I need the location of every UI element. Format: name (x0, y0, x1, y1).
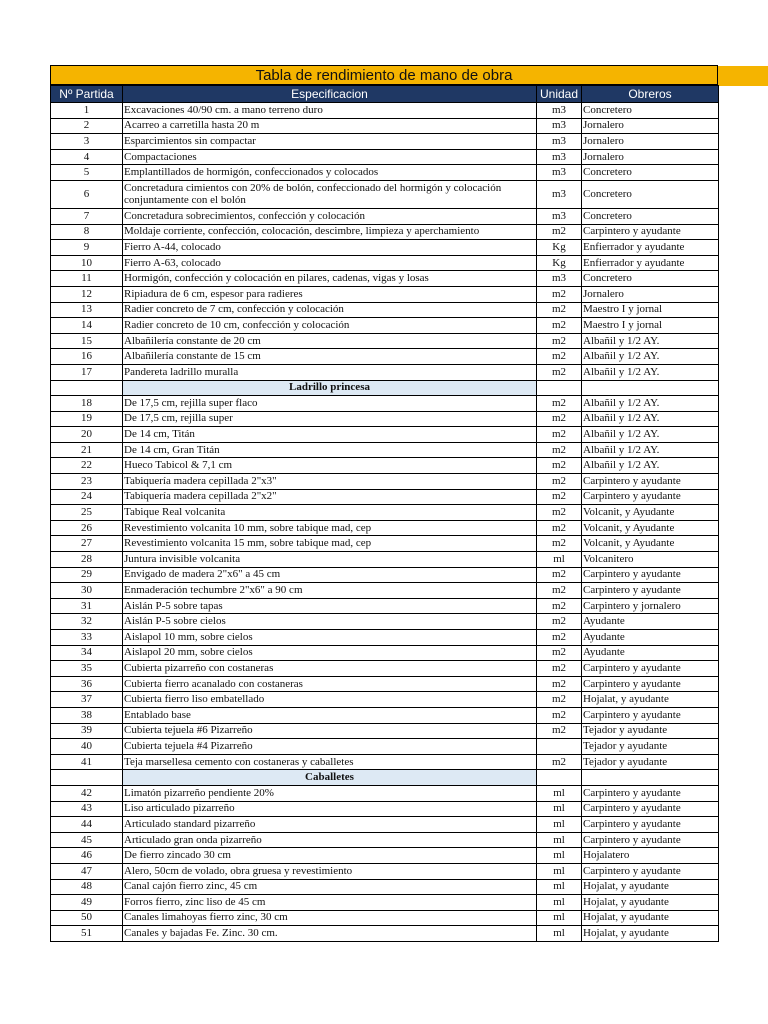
especificacion-cell: Excavaciones 40/90 cm. a mano terreno duro (123, 103, 537, 119)
especificacion-cell: Radier concreto de 10 cm, confección y colocación (123, 318, 537, 334)
obreros-cell: Concretero (582, 103, 719, 119)
obreros-cell: Carpintero y ayudante (582, 817, 719, 833)
obreros-cell: Carpintero y ayudante (582, 801, 719, 817)
unidad-cell: m2 (537, 474, 582, 490)
especificacion-cell: Cubierta tejuela #6 Pizarreño (123, 723, 537, 739)
especificacion-cell: Canales limahoyas fierro zinc, 30 cm (123, 910, 537, 926)
unidad-cell: m2 (537, 630, 582, 646)
especificacion-cell: Juntura invisible volcanita (123, 552, 537, 568)
partida-cell: 50 (51, 910, 123, 926)
unidad-cell: ml (537, 848, 582, 864)
especificacion-cell: Cubierta fierro liso embatellado (123, 692, 537, 708)
unidad-cell: m3 (537, 103, 582, 119)
partida-cell: 28 (51, 552, 123, 568)
partida-cell: 2 (51, 118, 123, 134)
especificacion-cell: Entablado base (123, 707, 537, 723)
obreros-cell: Carpintero y ayudante (582, 489, 719, 505)
obreros-cell: Carpintero y ayudante (582, 661, 719, 677)
especificacion-cell: De 17,5 cm, rejilla super (123, 411, 537, 427)
obreros-cell: Concretero (582, 180, 719, 208)
table-row (51, 271, 719, 287)
obreros-cell: Carpintero y ayudante (582, 583, 719, 599)
unidad-cell: m2 (537, 458, 582, 474)
table-row (51, 349, 719, 365)
obreros-cell: Concretero (582, 165, 719, 181)
especificacion-cell: Cubierta tejuela #4 Pizarreño (123, 739, 537, 755)
partida-cell: 19 (51, 411, 123, 427)
especificacion-cell: Envigado de madera 2"x6" a 45 cm (123, 567, 537, 583)
especificacion-cell: Concretadura sobrecimientos, confección y colocación (123, 208, 537, 224)
table-row (51, 364, 719, 380)
table-row (51, 118, 719, 134)
obreros-cell: Albañil y 1/2 AY. (582, 427, 719, 443)
unidad-cell: m2 (537, 707, 582, 723)
unidad-cell: m2 (537, 224, 582, 240)
obreros-cell: Carpintero y jornalero (582, 598, 719, 614)
unidad-cell: ml (537, 785, 582, 801)
table-row (51, 692, 719, 708)
table-row (51, 785, 719, 801)
obreros-cell: Hojalat, y ayudante (582, 926, 719, 942)
especificacion-cell: Pandereta ladrillo muralla (123, 364, 537, 380)
unidad-cell: m2 (537, 614, 582, 630)
section-title: Ladrillo princesa (123, 380, 537, 396)
especificacion-cell: Fierro A-44, colocado (123, 240, 537, 256)
partida-cell: 5 (51, 165, 123, 181)
table-row (51, 520, 719, 536)
partida-cell: 31 (51, 598, 123, 614)
unidad-cell: ml (537, 863, 582, 879)
especificacion-cell: Revestimiento volcanita 15 mm, sobre tabique mad, cep (123, 536, 537, 552)
unidad-cell: m3 (537, 180, 582, 208)
partida-cell: 40 (51, 739, 123, 755)
table-row (51, 333, 719, 349)
especificacion-cell: Articulado standard pizarreño (123, 817, 537, 833)
table-row (51, 286, 719, 302)
obreros-cell: Jornalero (582, 134, 719, 150)
table-row (51, 567, 719, 583)
unidad-cell: m2 (537, 754, 582, 770)
table-row (51, 598, 719, 614)
unidad-cell: ml (537, 910, 582, 926)
unidad-cell: m2 (537, 396, 582, 412)
section-num-cell (51, 770, 123, 786)
partida-cell: 43 (51, 801, 123, 817)
partida-cell: 46 (51, 848, 123, 864)
table-row (51, 817, 719, 833)
especificacion-cell: Aislán P-5 sobre cielos (123, 614, 537, 630)
unidad-cell: m3 (537, 271, 582, 287)
obreros-cell: Tejador y ayudante (582, 723, 719, 739)
table-row (51, 458, 719, 474)
partida-cell: 23 (51, 474, 123, 490)
especificacion-cell: Aislán P-5 sobre tapas (123, 598, 537, 614)
obreros-cell: Carpintero y ayudante (582, 785, 719, 801)
unidad-cell: ml (537, 817, 582, 833)
partida-cell: 13 (51, 302, 123, 318)
section-title: Caballetes (123, 770, 537, 786)
table-row (51, 863, 719, 879)
table-row (51, 707, 719, 723)
section-num-cell (51, 380, 123, 396)
obreros-cell: Albañil y 1/2 AY. (582, 442, 719, 458)
obreros-cell: Ayudante (582, 630, 719, 646)
obreros-cell: Volcanit, y Ayudante (582, 536, 719, 552)
partida-cell: 30 (51, 583, 123, 599)
unidad-cell: m2 (537, 676, 582, 692)
especificacion-cell: Albañilería constante de 15 cm (123, 349, 537, 365)
header-partida: Nº Partida (51, 86, 123, 103)
obreros-cell: Carpintero y ayudante (582, 707, 719, 723)
partida-cell: 21 (51, 442, 123, 458)
table-row (51, 723, 719, 739)
especificacion-cell: Tabiquería madera cepillada 2"x3" (123, 474, 537, 490)
especificacion-cell: Hormigón, confección y colocación en pilares, cadenas, vigas y losas (123, 271, 537, 287)
unidad-cell: m3 (537, 118, 582, 134)
especificacion-cell: Teja marsellesa cemento con costaneras y caballetes (123, 754, 537, 770)
table-row (51, 614, 719, 630)
especificacion-cell: Fierro A-63, colocado (123, 255, 537, 271)
especificacion-cell: Articulado gran onda pizarreño (123, 832, 537, 848)
especificacion-cell: Alero, 50cm de volado, obra gruesa y revestimiento (123, 863, 537, 879)
especificacion-cell: Liso articulado pizarreño (123, 801, 537, 817)
obreros-cell: Albañil y 1/2 AY. (582, 411, 719, 427)
especificacion-cell: Compactaciones (123, 149, 537, 165)
obreros-cell: Concretero (582, 208, 719, 224)
especificacion-cell: Emplantillados de hormigón, confeccionados y colocados (123, 165, 537, 181)
unidad-cell: ml (537, 879, 582, 895)
table-row (51, 552, 719, 568)
especificacion-cell: Enmaderación techumbre 2"x6" a 90 cm (123, 583, 537, 599)
obreros-cell: Carpintero y ayudante (582, 567, 719, 583)
especificacion-cell: Canal cajón fierro zinc, 45 cm (123, 879, 537, 895)
partida-cell: 49 (51, 895, 123, 911)
obreros-cell: Jornalero (582, 149, 719, 165)
table-row (51, 832, 719, 848)
unidad-cell: m3 (537, 134, 582, 150)
obreros-cell: Carpintero y ayudante (582, 863, 719, 879)
section-obreros-cell (582, 770, 719, 786)
partida-cell: 34 (51, 645, 123, 661)
partida-cell: 1 (51, 103, 123, 119)
partida-cell: 48 (51, 879, 123, 895)
unidad-cell: m2 (537, 442, 582, 458)
unidad-cell: m2 (537, 286, 582, 302)
unidad-cell: ml (537, 895, 582, 911)
table-row (51, 224, 719, 240)
obreros-cell: Enfierrador y ayudante (582, 240, 719, 256)
partida-cell: 4 (51, 149, 123, 165)
partida-cell: 7 (51, 208, 123, 224)
especificacion-cell: Forros fierro, zinc liso de 45 cm (123, 895, 537, 911)
partida-cell: 11 (51, 271, 123, 287)
partida-cell: 6 (51, 180, 123, 208)
especificacion-cell: Acarreo a carretilla hasta 20 m (123, 118, 537, 134)
obreros-cell: Albañil y 1/2 AY. (582, 396, 719, 412)
partida-cell: 36 (51, 676, 123, 692)
especificacion-cell: Radier concreto de 7 cm, confección y colocación (123, 302, 537, 318)
section-row (51, 770, 719, 786)
unidad-cell: m3 (537, 165, 582, 181)
especificacion-cell: Hueco Tabicol & 7,1 cm (123, 458, 537, 474)
unidad-cell: ml (537, 801, 582, 817)
obreros-cell: Hojalat, y ayudante (582, 692, 719, 708)
partida-cell: 41 (51, 754, 123, 770)
partida-cell: 12 (51, 286, 123, 302)
table-row (51, 910, 719, 926)
partida-cell: 18 (51, 396, 123, 412)
especificacion-cell: Limatón pizarreño pendiente 20% (123, 785, 537, 801)
obreros-cell: Hojalat, y ayudante (582, 879, 719, 895)
unidad-cell: m2 (537, 536, 582, 552)
table-row (51, 103, 719, 119)
especificacion-cell: Esparcimientos sin compactar (123, 134, 537, 150)
obreros-cell: Concretero (582, 271, 719, 287)
table-row (51, 411, 719, 427)
especificacion-cell: Canales y bajadas Fe. Zinc. 30 cm. (123, 926, 537, 942)
partida-cell: 9 (51, 240, 123, 256)
obreros-cell: Hojalat, y ayudante (582, 910, 719, 926)
accent-bar (718, 66, 768, 86)
obreros-cell: Carpintero y ayudante (582, 224, 719, 240)
especificacion-cell: Tabiquería madera cepillada 2"x2" (123, 489, 537, 505)
obreros-cell: Tejador y ayudante (582, 739, 719, 755)
obreros-cell: Hojalatero (582, 848, 719, 864)
obreros-cell: Volcanit, y Ayudante (582, 520, 719, 536)
obreros-cell: Maestro I y jornal (582, 302, 719, 318)
partida-cell: 38 (51, 707, 123, 723)
table-row (51, 240, 719, 256)
partida-cell: 33 (51, 630, 123, 646)
partida-cell: 29 (51, 567, 123, 583)
obreros-cell: Albañil y 1/2 AY. (582, 333, 719, 349)
especificacion-cell: De 14 cm, Gran Titán (123, 442, 537, 458)
unidad-cell: m2 (537, 505, 582, 521)
obreros-cell: Jornalero (582, 118, 719, 134)
partida-cell: 27 (51, 536, 123, 552)
unidad-cell: m2 (537, 411, 582, 427)
partida-cell: 42 (51, 785, 123, 801)
partida-cell: 47 (51, 863, 123, 879)
obreros-cell: Albañil y 1/2 AY. (582, 364, 719, 380)
obreros-cell: Hojalat, y ayudante (582, 895, 719, 911)
especificacion-cell: Cubierta fierro acanalado con costaneras (123, 676, 537, 692)
partida-cell: 44 (51, 817, 123, 833)
labor-table (50, 85, 719, 942)
table-row (51, 442, 719, 458)
partida-cell: 26 (51, 520, 123, 536)
unidad-cell: m2 (537, 567, 582, 583)
table-row (51, 754, 719, 770)
partida-cell: 14 (51, 318, 123, 334)
partida-cell: 17 (51, 364, 123, 380)
section-unit-cell (537, 770, 582, 786)
unidad-cell: m2 (537, 318, 582, 334)
obreros-cell: Carpintero y ayudante (582, 832, 719, 848)
partida-cell: 32 (51, 614, 123, 630)
unidad-cell (537, 739, 582, 755)
unidad-cell: m2 (537, 302, 582, 318)
partida-cell: 45 (51, 832, 123, 848)
table-row (51, 801, 719, 817)
obreros-cell: Albañil y 1/2 AY. (582, 349, 719, 365)
table-row (51, 505, 719, 521)
obreros-cell: Carpintero y ayudante (582, 474, 719, 490)
table-row (51, 180, 719, 208)
table-row (51, 165, 719, 181)
table-row (51, 396, 719, 412)
header-especificacion: Especificacion (123, 86, 537, 103)
table-row (51, 848, 719, 864)
obreros-cell: Enfierrador y ayudante (582, 255, 719, 271)
partida-cell: 10 (51, 255, 123, 271)
unidad-cell: m2 (537, 427, 582, 443)
obreros-cell: Jornalero (582, 286, 719, 302)
table-row (51, 302, 719, 318)
table-row (51, 879, 719, 895)
unidad-cell: m2 (537, 692, 582, 708)
partida-cell: 39 (51, 723, 123, 739)
especificacion-cell: De 14 cm, Titán (123, 427, 537, 443)
unidad-cell: m2 (537, 489, 582, 505)
especificacion-cell: Concretadura cimientos con 20% de bolón, confeccionado del hormigón y colocación conjuntamente con el bolón (123, 180, 537, 208)
unidad-cell: ml (537, 926, 582, 942)
unidad-cell: ml (537, 552, 582, 568)
unidad-cell: m2 (537, 520, 582, 536)
partida-cell: 51 (51, 926, 123, 942)
especificacion-cell: De 17,5 cm, rejilla super flaco (123, 396, 537, 412)
table-row (51, 926, 719, 942)
obreros-cell: Ayudante (582, 645, 719, 661)
table-row (51, 645, 719, 661)
obreros-cell: Carpintero y ayudante (582, 676, 719, 692)
table-row (51, 536, 719, 552)
header-obreros: Obreros (582, 86, 719, 103)
unidad-cell: m2 (537, 333, 582, 349)
unidad-cell: m2 (537, 364, 582, 380)
especificacion-cell: Aislapol 10 mm, sobre cielos (123, 630, 537, 646)
section-unit-cell (537, 380, 582, 396)
table-row (51, 583, 719, 599)
table-body (51, 103, 719, 942)
unidad-cell: m3 (537, 149, 582, 165)
spreadsheet (50, 65, 718, 942)
especificacion-cell: Revestimiento volcanita 10 mm, sobre tabique mad, cep (123, 520, 537, 536)
partida-cell: 3 (51, 134, 123, 150)
partida-cell: 20 (51, 427, 123, 443)
table-row (51, 149, 719, 165)
especificacion-cell: Albañilería constante de 20 cm (123, 333, 537, 349)
unidad-cell: m2 (537, 583, 582, 599)
especificacion-cell: Cubierta pizarreño con costaneras (123, 661, 537, 677)
partida-cell: 25 (51, 505, 123, 521)
unidad-cell: m2 (537, 349, 582, 365)
especificacion-cell: De fierro zincado 30 cm (123, 848, 537, 864)
partida-cell: 22 (51, 458, 123, 474)
table-row (51, 208, 719, 224)
table-row (51, 255, 719, 271)
section-row (51, 380, 719, 396)
table-row (51, 630, 719, 646)
table-title: Tabla de rendimiento de mano de obra (50, 65, 718, 85)
obreros-cell: Maestro I y jornal (582, 318, 719, 334)
header-unidad: Unidad (537, 86, 582, 103)
partida-cell: 24 (51, 489, 123, 505)
obreros-cell: Volcanit, y Ayudante (582, 505, 719, 521)
partida-cell: 15 (51, 333, 123, 349)
obreros-cell: Tejador y ayudante (582, 754, 719, 770)
partida-cell: 8 (51, 224, 123, 240)
especificacion-cell: Tabique Real volcanita (123, 505, 537, 521)
unidad-cell: Kg (537, 240, 582, 256)
unidad-cell: ml (537, 832, 582, 848)
table-row (51, 427, 719, 443)
unidad-cell: Kg (537, 255, 582, 271)
especificacion-cell: Ripiadura de 6 cm, espesor para radieres (123, 286, 537, 302)
unidad-cell: m2 (537, 661, 582, 677)
unidad-cell: m2 (537, 645, 582, 661)
table-row (51, 739, 719, 755)
table-row (51, 474, 719, 490)
table-row (51, 676, 719, 692)
table-row (51, 134, 719, 150)
obreros-cell: Volcanitero (582, 552, 719, 568)
partida-cell: 16 (51, 349, 123, 365)
especificacion-cell: Aislapol 20 mm, sobre cielos (123, 645, 537, 661)
obreros-cell: Ayudante (582, 614, 719, 630)
header-row (51, 86, 719, 103)
unidad-cell: m2 (537, 723, 582, 739)
especificacion-cell: Moldaje corriente, confección, colocación, descimbre, limpieza y aperchamiento (123, 224, 537, 240)
table-row (51, 895, 719, 911)
table-row (51, 661, 719, 677)
unidad-cell: m3 (537, 208, 582, 224)
section-obreros-cell (582, 380, 719, 396)
unidad-cell: m2 (537, 598, 582, 614)
table-row (51, 489, 719, 505)
partida-cell: 35 (51, 661, 123, 677)
partida-cell: 37 (51, 692, 123, 708)
table-row (51, 318, 719, 334)
obreros-cell: Albañil y 1/2 AY. (582, 458, 719, 474)
